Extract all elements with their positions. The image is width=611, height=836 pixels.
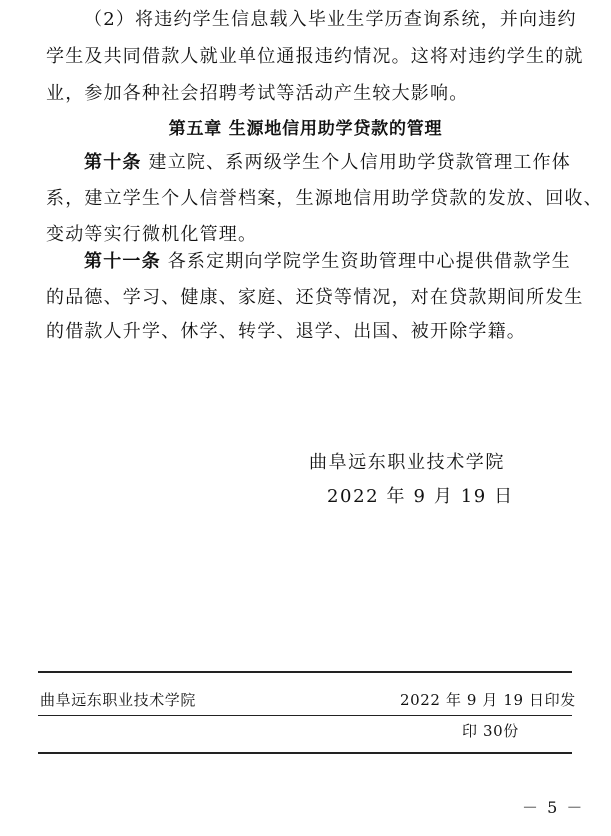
article-11-line-2: 的品德、学习、健康、家庭、还贷等情况，对在贷款期间所发生	[46, 287, 584, 308]
article-11-line-1	[84, 250, 571, 274]
footer-copies: 印 30份	[462, 722, 519, 740]
article-11-label: 第十一条	[84, 251, 161, 272]
footer-bottom-rule	[38, 752, 572, 754]
article-10-line-1-text: 建立院、系两级学生个人信用助学贷款管理工作体	[141, 152, 571, 173]
article-10-label: 第十条	[84, 152, 142, 173]
article-10-line-1	[84, 151, 571, 175]
chapter-title: 第五章 生源地信用助学贷款的管理	[168, 119, 443, 139]
footer-issue-date: 2022 年 9 月 19 日印发	[400, 691, 576, 709]
paragraph-1-line-2: 学生及共同借款人就业单位通报违约情况。这将对违约学生的就	[46, 46, 584, 67]
article-10-line-3: 变动等实行微机化管理。	[46, 224, 258, 245]
footer-middle-rule	[38, 715, 572, 716]
footer-issuer: 曲阜远东职业技术学院	[40, 691, 197, 709]
article-11-line-1-text: 各系定期向学院学生资助管理中心提供借款学生	[160, 251, 571, 272]
signature-organization: 曲阜远东职业技术学院	[309, 452, 505, 473]
paragraph-1-line-3: 业，参加各种社会招聘考试等活动产生较大影响。	[46, 83, 469, 104]
signature-date: 2022 年 9 月 19 日	[327, 486, 514, 507]
page-number: － 5 －	[522, 798, 585, 817]
article-10-line-2: 系，建立学生个人信誉档案，生源地信用助学贷款的发放、回收、	[46, 188, 603, 209]
footer-top-rule	[38, 671, 572, 673]
article-11-line-3: 的借款人升学、休学、转学、退学、出国、被开除学籍。	[46, 321, 526, 342]
paragraph-1-line-1: （2）将违约学生信息载入毕业生学历查询系统，并向违约	[84, 9, 577, 30]
